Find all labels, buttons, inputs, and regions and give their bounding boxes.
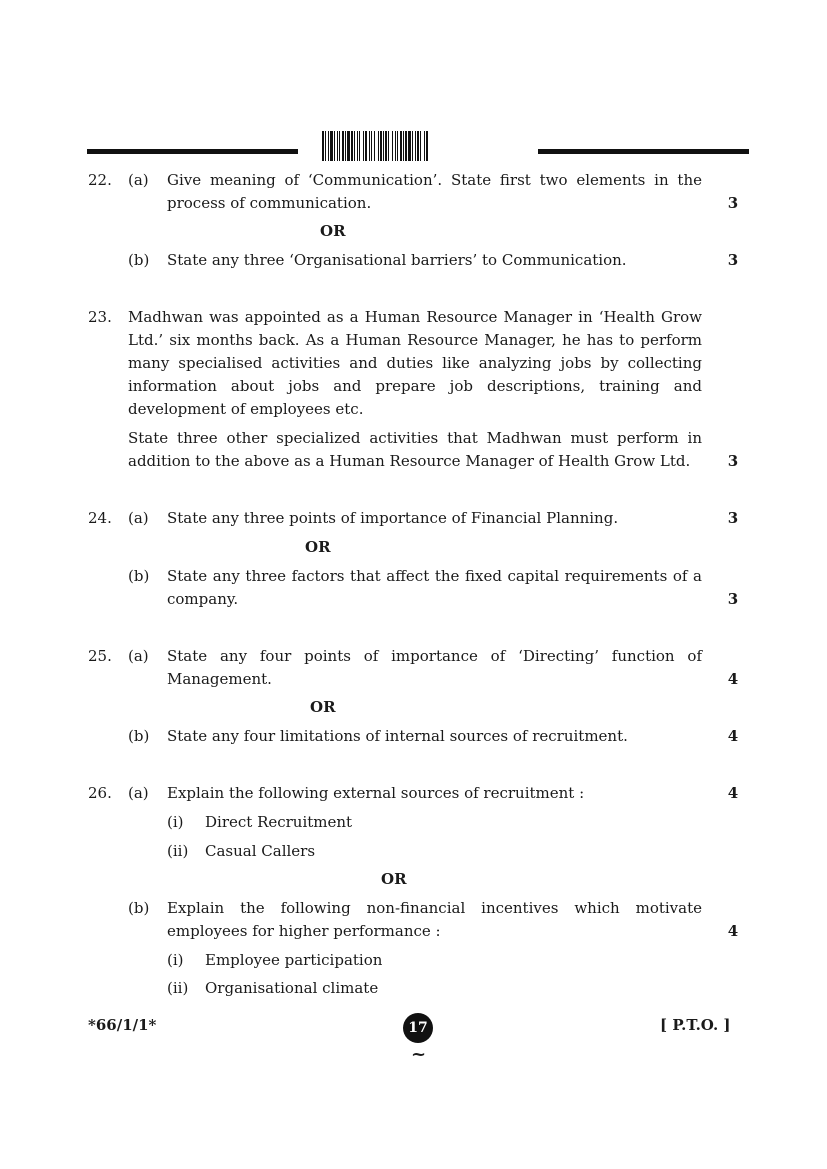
q26-a-item2-text: Casual Callers: [205, 842, 316, 860]
q24-or: OR: [305, 538, 331, 556]
q26-b-item1-text: Employee participation: [205, 951, 383, 969]
q26-a-marks: 4: [727, 784, 739, 802]
header-rule-right: [538, 149, 749, 154]
q23-p1-line4: information about jobs and prepare job descriptions, training and: [128, 377, 702, 395]
tilde-mark: ~: [411, 1044, 427, 1065]
q26-b-line1: Explain the following non-financial incentives which motivate: [167, 899, 702, 917]
q22-b-text: State any three ‘Organisational barriers’ to Communication.: [167, 251, 627, 269]
q23-p2-line1: State three other specialized activities that Madhwan must perform in: [128, 429, 702, 447]
paper-code: *66/1/1*: [88, 1016, 157, 1034]
page-number-badge: 17: [403, 1013, 433, 1043]
barcode-image: [322, 131, 506, 161]
q23-p1-line2: Ltd.’ six months back. As a Human Resource Manager, he has to perform: [128, 331, 702, 349]
q24-a-marks: 3: [727, 509, 739, 527]
q23-p2-line2: addition to the above as a Human Resource Manager of Health Grow Ltd.: [128, 452, 691, 470]
q24-b-label: (b): [128, 567, 150, 585]
q24-a-label: (a): [128, 509, 149, 527]
q22-or: OR: [320, 222, 346, 240]
q25-a-label: (a): [128, 647, 149, 665]
q23-p1-line1: Madhwan was appointed as a Human Resource Manager in ‘Health Grow: [128, 308, 702, 326]
q26-a-item1-text: Direct Recruitment: [205, 813, 353, 831]
q24-b-line2: company.: [167, 590, 239, 608]
pto-label: [ P.T.O. ]: [660, 1016, 731, 1034]
q26-b-item2-text: Organisational climate: [205, 979, 379, 997]
q26-b-marks: 4: [727, 922, 739, 940]
q24-b-line1: State any three factors that affect the fixed capital requirements of a: [167, 567, 702, 585]
q22-a-marks: 3: [727, 194, 739, 212]
q25-b-marks: 4: [727, 727, 739, 745]
q26-b-item1-label: (i): [167, 951, 184, 969]
q26-b-item2-label: (ii): [167, 979, 189, 997]
q23-number: 23.: [88, 308, 112, 326]
q22-b-marks: 3: [727, 251, 739, 269]
q26-number: 26.: [88, 784, 112, 802]
q23-marks: 3: [727, 452, 739, 470]
q22-b-label: (b): [128, 251, 150, 269]
q26-a-label: (a): [128, 784, 149, 802]
q25-a-marks: 4: [727, 670, 739, 688]
q24-b-marks: 3: [727, 590, 739, 608]
q26-b-line2: employees for higher performance :: [167, 922, 441, 940]
q26-b-label: (b): [128, 899, 150, 917]
q24-a-text: State any three points of importance of Financial Planning.: [167, 509, 619, 527]
q25-or: OR: [310, 698, 336, 716]
q25-b-text: State any four limitations of internal sources of recruitment.: [167, 727, 628, 745]
header-rule-left: [87, 149, 298, 154]
q24-number: 24.: [88, 509, 112, 527]
q26-a-item2-label: (ii): [167, 842, 189, 860]
q25-b-label: (b): [128, 727, 150, 745]
q26-a-item1-label: (i): [167, 813, 184, 831]
q23-p1-line5: development of employees etc.: [128, 400, 364, 418]
q22-a-line1: Give meaning of ‘Communication’. State first two elements in the: [167, 171, 702, 189]
q25-a-line1: State any four points of importance of ‘Directing’ function of: [167, 647, 702, 665]
q22-a-line2: process of communication.: [167, 194, 372, 212]
q22-number: 22.: [88, 171, 112, 189]
q25-number: 25.: [88, 647, 112, 665]
q26-a-text: Explain the following external sources of recruitment :: [167, 784, 585, 802]
q26-or: OR: [381, 870, 407, 888]
q23-p1-line3: many specialised activities and duties like analyzing jobs by collecting: [128, 354, 702, 372]
q25-a-line2: Management.: [167, 670, 272, 688]
q22-a-label: (a): [128, 171, 149, 189]
